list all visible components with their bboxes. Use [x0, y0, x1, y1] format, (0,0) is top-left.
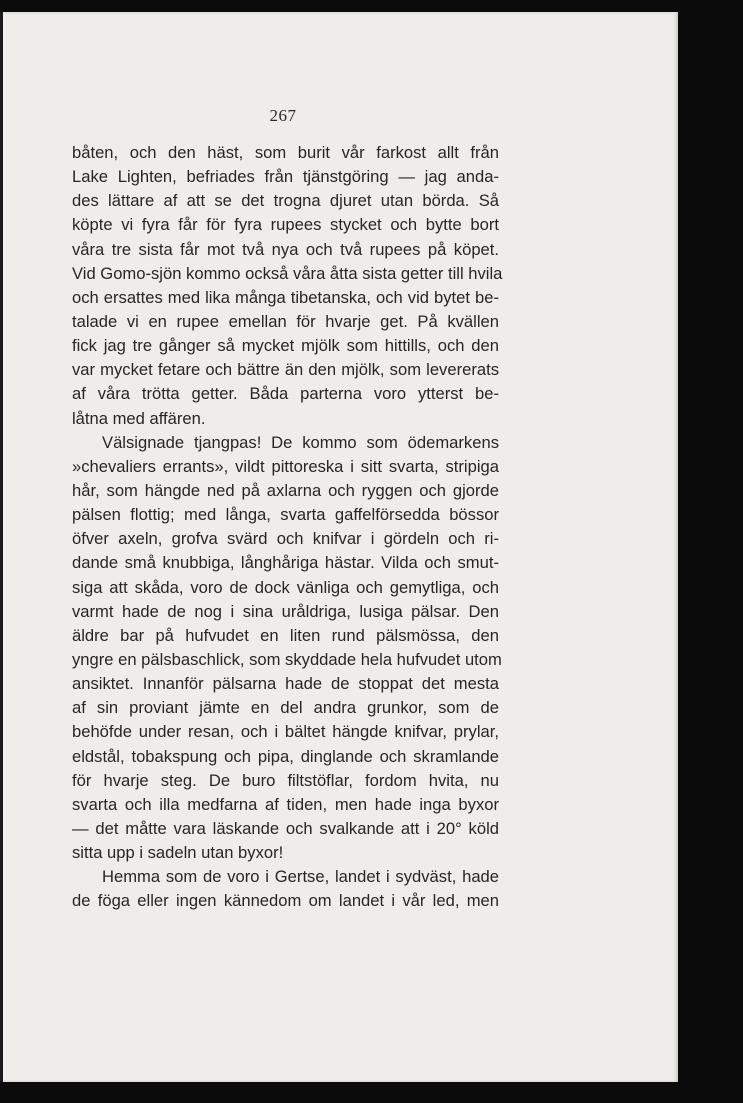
text-line: hår, som hängde ned på axlarna och ryggen och gjorde: [72, 480, 499, 500]
text-line: ansiktet. Innanför pälsarna hade de stoppat det mesta: [72, 674, 499, 694]
text-line: af sin proviant jämte en del andra grunkor, som de: [72, 698, 499, 718]
text-line: öfver axeln, grofva svärd och knifvar i gördeln och ri-: [72, 529, 499, 549]
text-line: låtna med affären.: [72, 408, 206, 428]
text-line: Lake Lighten, befriades från tjänstgöring — jag anda-: [72, 167, 499, 187]
text-line: eldstål, tobakspung och pipa, dinglande och skramlande: [72, 746, 499, 766]
text-line: för hvarje steg. De buro filtstöflar, fordom hvita, nu: [72, 770, 499, 790]
text-line: — det måtte vara läskande och svalkande att i 20° köld: [72, 818, 499, 838]
text-line: yngre en pälsbaschlick, som skyddade hela hufvudet utom: [72, 649, 502, 669]
page-binding-edge: [0, 12, 3, 1082]
text-line: Hemma som de voro i Gertse, landet i sydväst, hade: [102, 867, 499, 887]
text-line: köpte vi fyra får för fyra rupees stycket och bytte bort: [72, 215, 499, 235]
text-line: dande små knubbiga, långhåriga hästar. Vilda och smut-: [72, 553, 499, 573]
text-line: siga att skåda, voro de dock vänliga och gemytliga, och: [72, 577, 499, 597]
text-line: talade vi en rupee emellan för hvarje get. På kvällen: [72, 311, 499, 331]
page-number: 267: [269, 106, 297, 125]
text-line: des lättare af att se det trogna djuret utan börda. Så: [72, 191, 499, 211]
text-line: Välsignade tjangpas! De kommo som ödemarkens: [102, 432, 499, 452]
text-line: pälsen flottig; med långa, svarta gaffelförsedda bössor: [72, 505, 499, 525]
text-line: båten, och den häst, som burit vår farkost allt från: [72, 143, 499, 162]
text-line: våra tre sista får mot två nya och två rupees på köpet.: [72, 239, 499, 259]
text-line: svarta och illa medfarna af tiden, men hade inga byxor: [72, 794, 499, 814]
text-line: fick jag tre gånger så mycket mjölk som hittills, och den: [72, 336, 499, 356]
text-line: varmt hade de nog i sina uråldriga, lusiga pälsar. Den: [72, 601, 499, 621]
text-line: äldre bar på hufvudet en liten rund pälsmössa, den: [72, 625, 499, 645]
text-line: »chevaliers errants», vildt pittoreska i sitt svarta, stripiga: [72, 456, 499, 476]
text-line: sitta upp i sadeln utan byxor!: [72, 843, 284, 863]
text-line: de föga eller ingen kännedom om landet i vår led, men: [72, 891, 499, 911]
text-line: af våra trötta getter. Båda parterna voro ytterst be-: [72, 384, 499, 404]
text-line: Vid Gomo-sjön kommo också våra åtta sista getter till hvila: [72, 263, 503, 283]
text-line: och ersattes med lika många tibetanska, och vid bytet be-: [72, 287, 499, 307]
text-line: var mycket fetare och bättre än den mjölk, som levererats: [72, 360, 499, 380]
body-text: [72, 141, 503, 914]
text-line: behöfde under resan, och i bältet hängde knifvar, prylar,: [72, 722, 499, 742]
